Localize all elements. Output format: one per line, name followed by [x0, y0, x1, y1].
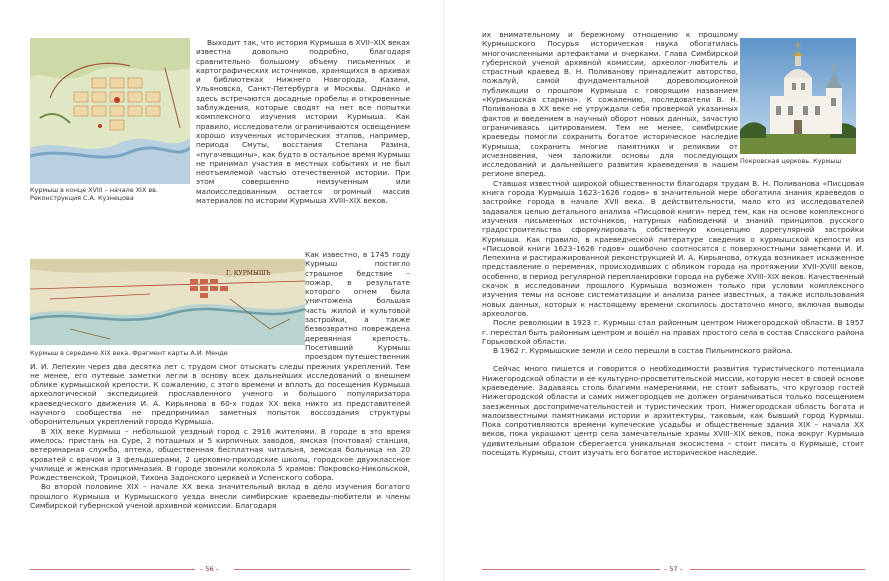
mende-map-caption: Курмыш в середине XIX века. Фрагмент карты А.И. Менде: [30, 349, 228, 357]
left-fire-paragraph: Как известно, в 1745 году Курмыш постигло страшное бедствие – пожар, в результате которого огнем была уничтожена большая часть жилой и культовой застройки, а также безвозвратно повреждена деревянная крепость. Посетивший Курмыш проездом путешественник И. И. Лепехин через два десятка лет с трудом смог отыскать следы прежних укреплений. Тем не менее, его путевые заметки легли в основу всех дальнейших исследований о внешнем облике курмышской крепости. К сожалению, с этого времени и вплоть до посещения Курмыша археологической экспедицией прославленного ученого и большого популяризатора краеведческого движения И. А. Кирьянова в 60-х годах XX века никто из представителей научного сообщества не предпринимал заметных попыток воссоздания структуры оборонительных укреплений города Курмыша.: [30, 250, 410, 427]
right-body: [482, 30, 864, 457]
left-intro-text: Выходит так, что история Курмыша в XVII–XIX веках известна довольно подробно, благодаря сравнительно большому объему письменных и картографических источников, хранящихся в архивах и библиотеках Нижнего Новгорода, Казани, Ульяновска, Санкт-Петербурга и Москвы. Однако и здесь встречаются досадные пробелы и откровенные заблуждения, которые сводят на нет все попытки комплексного изучения истории Курмыша. Как правило, исследователи ограничиваются освещением хорошо изученных исторических этапов, например, периода Смуты, восстания Степана Разина, «пугачевщины», как будто в остальное время Курмыш не принимал участия в местных событиях и не был неотъемлемой частью отечественной истории. При этом совершенно неизученным или малоисследованным остается огромный массив материалов по истории Курмыша XVIII–XIX веков.: [196, 38, 410, 206]
left-footer-rule: [30, 569, 195, 570]
right-intro-text: их внимательному и бережному отношению к прошлому Курмышского Посурья историческая наука обогатилась многочисленными артефактами и очерками. Глава Симбирской губернской ученой архивной комиссии, археолог-любитель и страстный краевед В. Н. Поливанову принадлежит авторство, пожалуй, самой фундаментальной дореволюционной публикации о прошлом Курмыша с говорящим названием «Курмышская старина». К сожалению, последователи В. Н. Поливанова в XX веке не утруждали себя проверкой указанных фактов и введением в научный оборот новых данных, зачастую ограничиваясь цитированием. Тем не менее, симбирские краеведы помогли сохранить богатое историческое наследие Курмыша, сохранить многие памятники и реликвии от исчезновения, чем заложили основы для последующих исследований и дальнейшего развития краеведения в нашем регионе вперед.: [482, 30, 738, 179]
mende-map-label: Г. КУРМЫШЪ: [226, 270, 271, 277]
right-pistsovaya-paragraph: Ставшая известной широкой общественности благодаря трудам В. Н. Поливанова «Писцовая книга города Курмыша 1623–1626 годов» в значительной мере обогатила знания краеведов о застройке города в начале XVII века. В действительности, мало кто из исследователей задавался целью детального анализа «Писцовой книги» перед тем, как на основе комплексного изучения письменных источников, натурных наблюдений и знаний принципов русского градостроительства сформулировать собственную концепцию доpeгулярной застройки Курмыша. Как правило, в краеведческой литературе сведения о курмышской крепости из «Писцовой книги 1623–1626 годов» ошибочно соотносятся с поверхностными заметками И. И. Лепехина и растиражированной реконструкцией И. А. Кирьянова, откуда возникает искаженное представление о переменах, происходивших с обликом города на протяжении XVII–XVIII веков, особенно, в период регулярной перепланировки города на рубеже XVIII–XIX веков. Качественный скачок в исследовании прошлого Курмыша возможен только при условии комплексного изучения темы на основе систематизации и анализа ранее известных, а также использования новых данных, которых к настоящему времени скопилось достаточно много, включая выводы археологов.: [482, 178, 864, 318]
photo-spacer: [744, 30, 864, 164]
right-page: [445, 0, 889, 581]
map-reconstruction-image: [30, 38, 190, 184]
left-second-half-paragraph: Во второй половине XIX – начале XX века значительный вклад в дело изучения богатого прошлого Курмыша и Курмышского уезда внесли симбирские краеведы-любители и члены Симбирской губернской ученой архивной комиссии. Благодаря: [30, 482, 410, 511]
map-reconstruction-caption: Курмыш в конце XVIII – начале XIX вв. Реконструкция С.А. Кузнецова: [30, 186, 158, 202]
float-spacer: [30, 250, 305, 358]
right-footer-rule: [482, 569, 660, 570]
right-tourism-paragraph: Сейчас много пишется и говорится о необходимости развития туристического потенциала Нижегородской области и ее культурно-просветительской миссии, которую несет в своей основе краеведение. Задаваясь столь благими намерениями, не стоит забывать, что кругозор гостей Нижегородской области и самих нижегородцев не должен ограничиваться только посещением заезженных достопримечательностей и туристических троп. Нижегородская область богата и малоизвестными памятниками истории и архитектуры, таковым, как бывший город Курмыш. Пока сопротивляются времени купеческие усадьбы и общественные здания XIX – начала XX веков, пока украшают центр села замечательные храмы XVIII–XIX веков, пока вокруг Курмыша удивительным образом сберегается уникальная экосистема – стоит писать о Курмыше, стоит посещать Курмыш, стоит изучать его богатое историческое наследие.: [482, 364, 864, 458]
left-footer-rule-2: [234, 569, 410, 570]
right-revolution-paragraph: После революции в 1923 г. Курмыш стал районным центром Нижегородской области. В 1957 г. перестал быть районным центром и вошёл на правах простого села в состав Спасского района Горьковской области.: [482, 318, 864, 346]
right-footer-rule-2: [690, 569, 865, 570]
church-photo-caption: Покровская церковь. Курмыш: [740, 157, 842, 165]
right-1962-paragraph: В 1962 г. Курмышские земли и село перешли в состав Пильнинского района.: [493, 346, 793, 356]
right-page-number: – 57 –: [664, 565, 683, 573]
left-page: [0, 0, 444, 581]
left-page-number: – 56 –: [200, 565, 219, 573]
left-intro-paragraph: [196, 38, 410, 205]
left-xix-paragraph: В XIX веке Курмыш – небольшой уездный город с 2916 жителями. В городе в это время имелось: пристань на Суре, 2 поташных и 5 кирпичных заводов, ямская (почтовая) станция, ветеринарная служба, аптека, общественная бесплатная читальня, земская больница на 20 кроватей с врачом и 3 фельдшерами, 2 церковно-приходские школы, городское двухклассное училище и женская прогимназия. В городе звонили колокола 5 храмов: Покровско-Никольской, Рождественской, Троицкой, Тихона Задонского церквей и Успенского собора.: [30, 426, 410, 483]
left-body: [30, 250, 410, 510]
